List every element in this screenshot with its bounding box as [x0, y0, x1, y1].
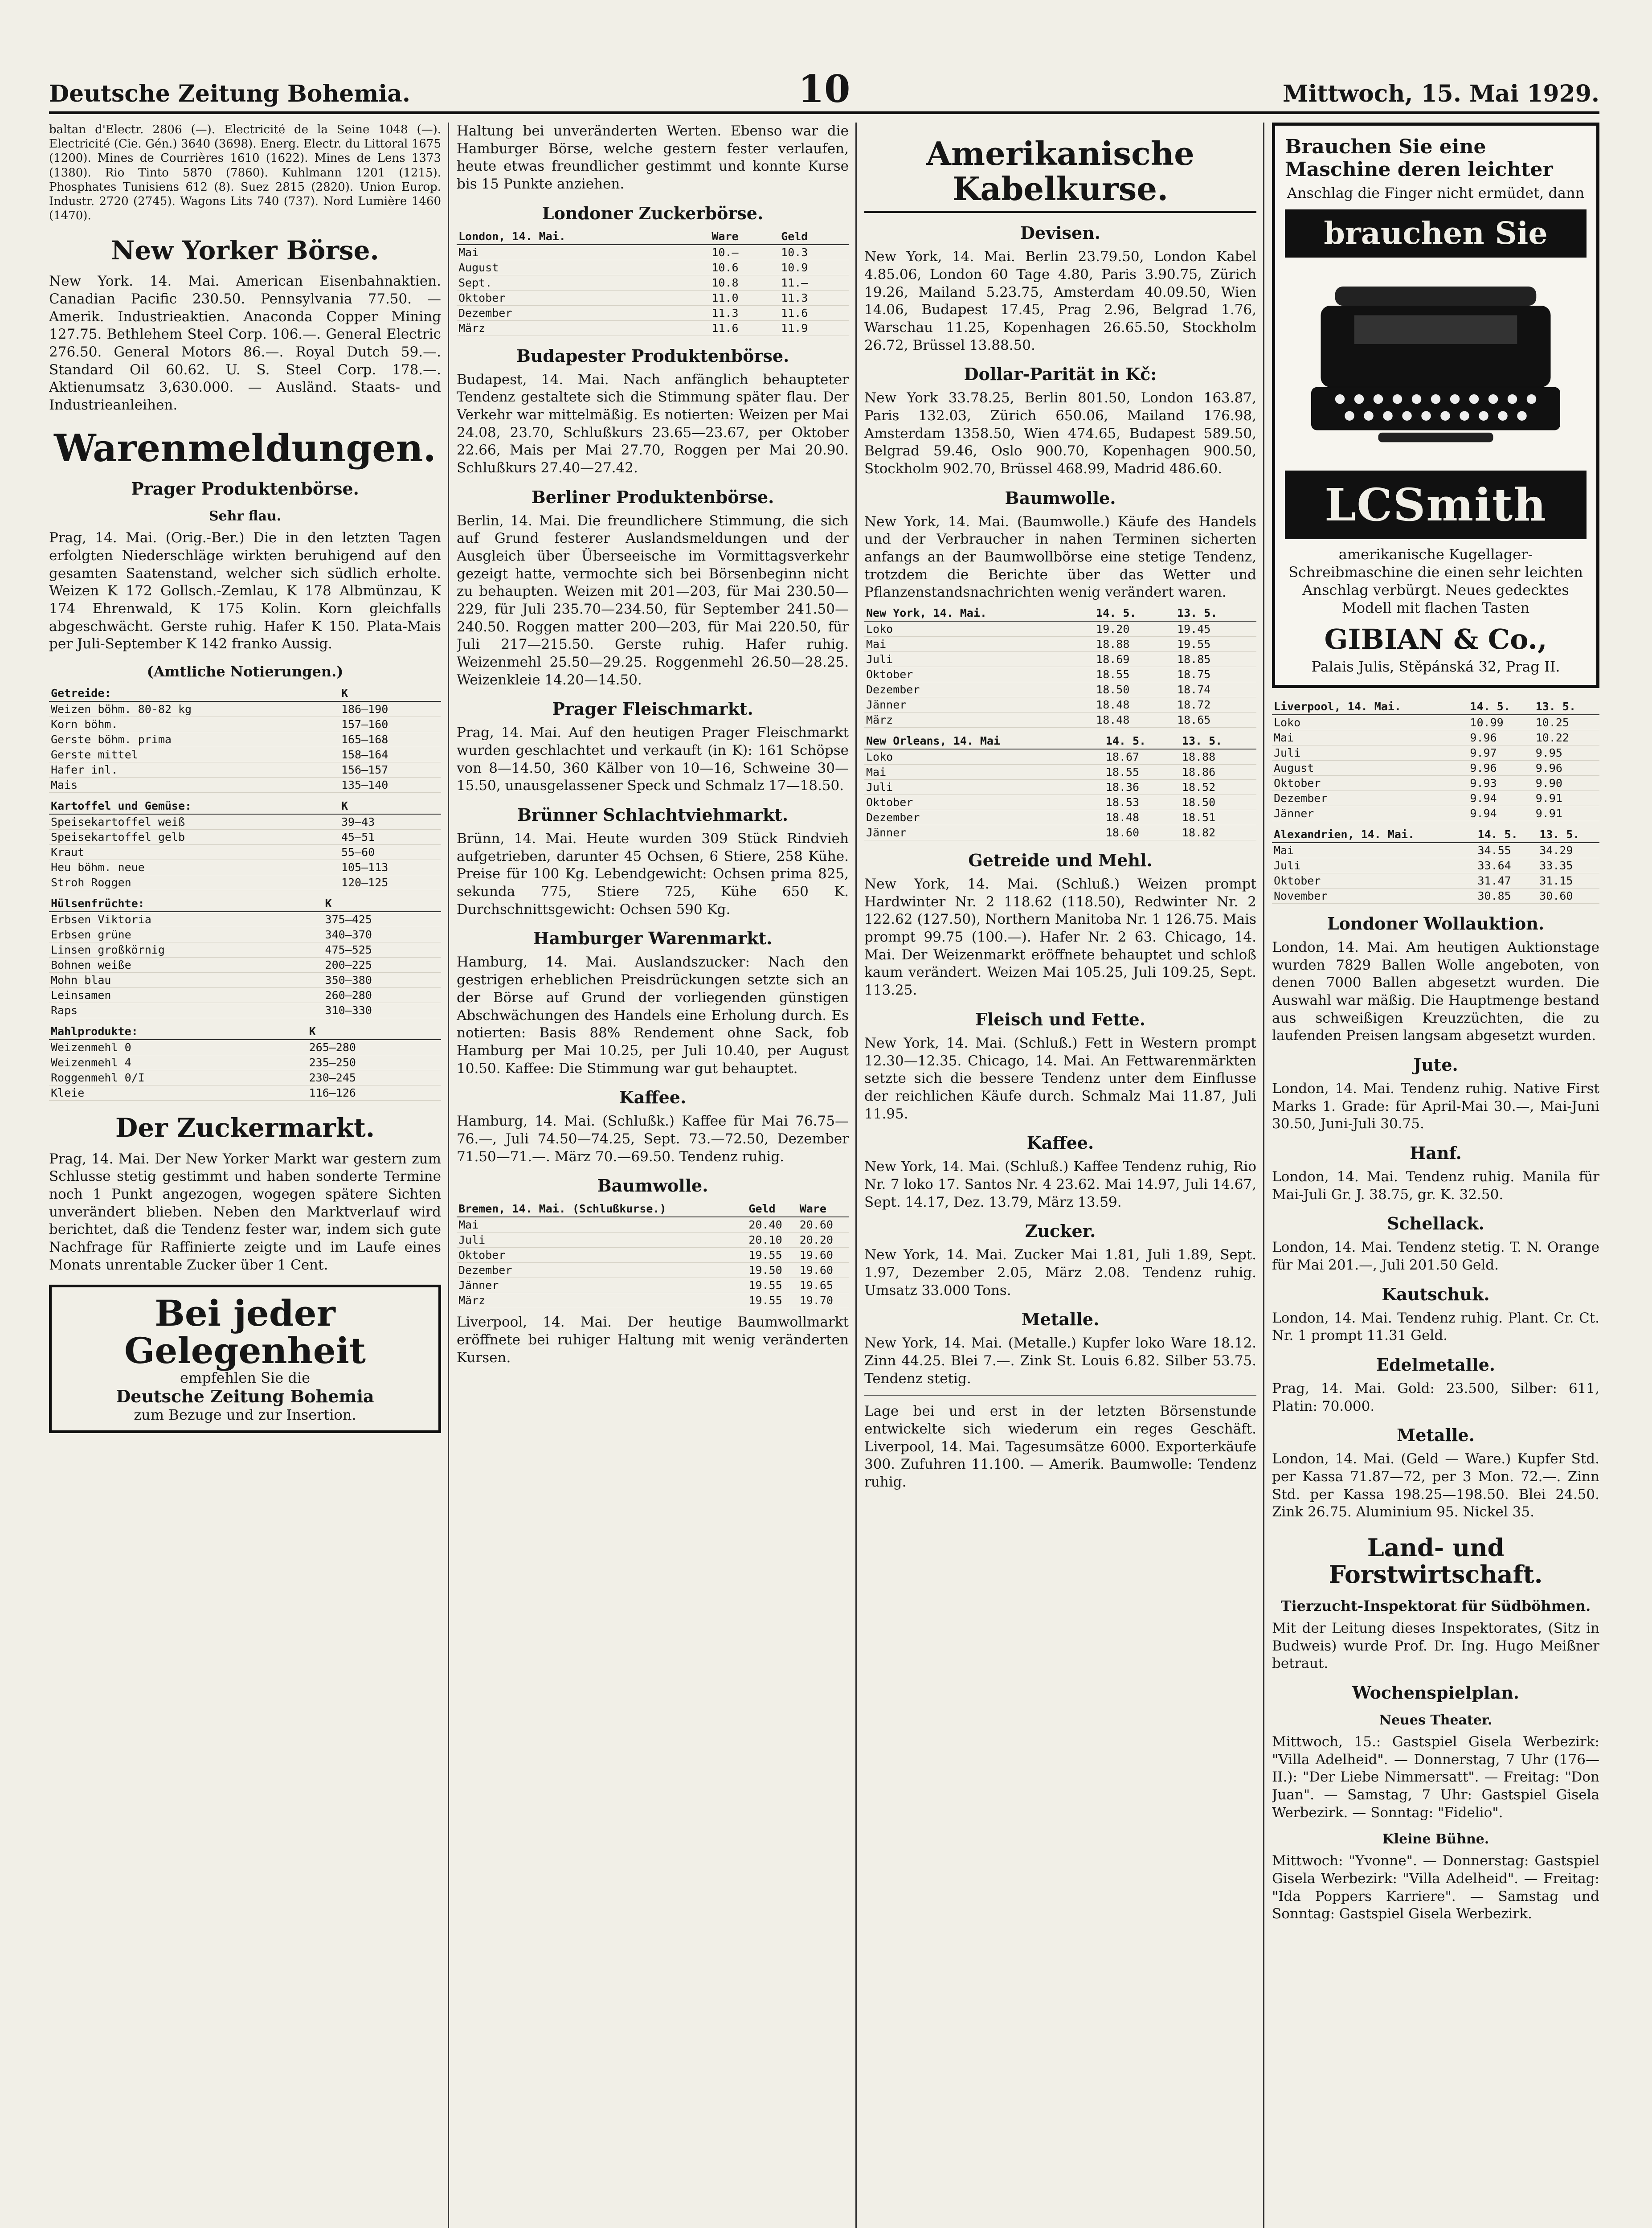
table-header: 14. 5. [1468, 699, 1533, 715]
edelmetalle-heading: Edelmetalle. [1376, 1355, 1495, 1375]
londoner-wollauktion-text: London, 14. Mai. Am heutigen Auktionstage wurden 7829 Ballen Wolle angeboten, von denen 7000 Ballen abgesetzt wurden. Die Auswahl war mäßig. Die Hauptmenge bestand aus schweißigen Kreuzzüchten, die zu laufenden Preisen langsam abgesetzt wurden. [1272, 939, 1599, 1044]
table-row: März 18.48 18.65 [864, 713, 1256, 728]
ad-brand: LCSmith [1285, 471, 1587, 539]
table-row: Mai 9.96 10.22 [1272, 730, 1599, 745]
tierzucht-subheading: Tierzucht-Inspektorat für Südböhmen. [1280, 1597, 1591, 1614]
table-row: August 10.6 10.9 [457, 260, 849, 275]
dollar-paritaet-heading: Dollar-Parität in Kč: [964, 364, 1157, 385]
table-header: Mahlprodukte: [49, 1024, 307, 1040]
column-rule [855, 123, 857, 2228]
fleisch-fette-heading: Fleisch und Fette. [975, 1009, 1146, 1029]
ad-headline: Bei jeder Gelegenheit [124, 1292, 366, 1372]
zucker-text: New York, 14. Mai. Zucker Mai 1.81, Juli 1.89, Sept. 1.97, Dezember 2.05, März 2.08. Tendenz ruhig. Umsatz 33.000 Tons. [864, 1247, 1256, 1298]
table-row: Mai 18.55 18.86 [864, 765, 1256, 780]
warenmeldungen-heading: Warenmeldungen. [54, 426, 436, 470]
column-2 [457, 123, 849, 2228]
table-row: November 30.85 30.60 [1272, 889, 1599, 904]
table-row: Juli 18.69 18.85 [864, 652, 1256, 667]
baumwolle-text: New York, 14. Mai. (Baumwolle.) Käufe des Handels und der Verbraucher in nahen Terminen sicherten anfangs an der Baumwollbörse eine stetige Tendenz, trotzdem die Berichte über das Wetter und Pflanzenstandsnachrichten wenig verändert waren. [864, 513, 1256, 601]
table-header: Alexandrien, 14. Mai. [1272, 827, 1476, 843]
getreide-mehl-heading: Getreide und Mehl. [968, 850, 1153, 871]
budapester-produktenboerse-heading: Budapester Produktenbörse. [516, 345, 789, 366]
table-row: Bohnen weiße 200—225 [49, 957, 441, 972]
liverpool-baumwolle-text: Liverpool, 14. Mai. Der heutige Baumwollmarkt eröffnete bei ruhiger Haltung mit wenig veränderten Kursen. [457, 1314, 849, 1366]
column-rule [1263, 123, 1264, 2228]
table-row: Oktober 19.55 19.60 [457, 1248, 849, 1263]
table-row: Sept. 10.8 11.— [457, 275, 849, 290]
table-row: Weizenmehl 0 265—280 [49, 1040, 441, 1055]
zucker-heading: Zucker. [1025, 1221, 1096, 1241]
hamburger-warenmarkt-heading: Hamburger Warenmarkt. [533, 928, 773, 949]
zuckermarkt-text: Prag, 14. Mai. Der New Yorker Markt war gestern zum Schlusse stetig gestimmt und haben sonderte Termine noch 1 Punkt angezogen, wogegen spätere Sichten unverändert blieben. Neben den Marktverlauf wird berichtet, daß die Tendenz fester war, indem sich gute Nachfrage für Raffinierte zeigte und im Laufe eines Monats unrentable Zucker über 1 Cent. [49, 1151, 441, 1273]
table-row: Gerste mittel 158—164 [49, 747, 441, 762]
table-row: Erbsen Viktoria 375—425 [49, 912, 441, 927]
table-row: Jänner 18.48 18.72 [864, 697, 1256, 713]
table-row: Dezember 18.50 18.74 [864, 682, 1256, 697]
edelmetalle-text: Prag, 14. Mai. Gold: 23.500, Silber: 611, Platin: 70.000. [1272, 1380, 1599, 1414]
table-header: Hülsenfrüchte: [49, 896, 323, 912]
ad-text: empfehlen Sie die [180, 1369, 311, 1387]
metalle-text: London, 14. Mai. (Geld — Ware.) Kupfer Std. per Kassa 71.87—72, per 3 Mon. 72.—. Zinn Std. per Kassa 198.25—198.50. Blei 24.50. Zink 26.75. Aluminium 95. Nickel 35. [1272, 1451, 1599, 1520]
berliner-produktenboerse-heading: Berliner Produktenbörse. [531, 487, 774, 507]
londoner-zucker-table [457, 229, 849, 336]
baumwolle-heading: Baumwolle. [1005, 487, 1116, 508]
table-row: Speisekartoffel gelb 45—51 [49, 829, 441, 844]
table-row: Juli 18.36 18.52 [864, 780, 1256, 795]
table-row: Mai 10.— 10.3 [457, 245, 849, 260]
header-rule [49, 111, 1599, 114]
table-header: 14. 5. [1476, 827, 1538, 843]
kleine-buehne-subheading: Kleine Bühne. [1382, 1831, 1489, 1847]
kaffee-text: New York, 14. Mai. (Schluß.) Kaffee Tendenz ruhig, Rio Nr. 7 loko 17. Santos Nr. 4 23.62. Mai 14.97, Juli 14.67, Sept. 14.17, Dez. 13.79, März 13.59. [864, 1159, 1256, 1210]
kautschuk-text: London, 14. Mai. Tendenz ruhig. Plant. Cr. Ct. Nr. 1 prompt 11.31 Geld. [1272, 1310, 1599, 1344]
table-header: Geld [779, 229, 849, 245]
ad-line: Anschlag die Finger nicht ermüdet, dann [1287, 184, 1585, 201]
metalle-heading: Metalle. [1397, 1425, 1475, 1446]
metalle-heading: Metalle. [1021, 1309, 1100, 1330]
ad-description: amerikanische Kugellager-Schreibmaschine die einen sehr leichten Anschlag verbürgt. Neues gedecktes Modell mit flachen Tasten [1288, 546, 1583, 616]
table-row: Speisekartoffel weiß 39—43 [49, 814, 441, 830]
table-row: Linsen großkörnig 475—525 [49, 942, 441, 957]
table-row: Kleie 116—126 [49, 1085, 441, 1100]
devisen-text: New York, 14. Mai. Berlin 23.79.50, London Kabel 4.85.06, London 60 Tage 4.80, Paris 3.90.75, Zürich 19.26, Mailand 5.23.75, Amsterdam 40.09.50, Wien 14.06, Budapest 17.45, Prag 2.96, Belgrad 1.76, Warschau 11.25, Kopenhagen 26.65.50, Stockholm 26.72, Brüssel 13.88.50. [864, 249, 1256, 353]
table-row: Dezember 11.3 11.6 [457, 305, 849, 320]
table-row: Dezember 19.50 19.60 [457, 1263, 849, 1278]
table-row: Stroh Roggen 120—125 [49, 875, 441, 890]
kaffee-text: Hamburg, 14. Mai. (Schlußk.) Kaffee für Mai 76.75—76.—, Juli 74.50—74.25, Sept. 73.—72.50, Dezember 71.50—71.—. März 70.—69.50. Tendenz ruhig. [457, 1113, 849, 1165]
typewriter-illustration [1285, 267, 1587, 459]
londoner-zuckerboerse-heading: Londoner Zuckerbörse. [542, 203, 764, 223]
new-yorker-boerse-text: New York. 14. Mai. American Eisenbahnaktien. Canadian Pacific 230.50. Pennsylvania 77.50. — Amerik. Industrieaktien. Anaconda Copper Mining 127.75. Bethlehem Steel Corp. 106.—. General Electric 276.50. General Motors 86.—. Royal Dutch 59.—. Standard Oil 60.62. U. S. Steel Corp. 178.—. Aktienumsatz 3,630.000. — Ausländ. Staats- und Industrieanleihen. [49, 273, 441, 414]
table-row: Dezember 18.48 18.51 [864, 810, 1256, 825]
table-row: Weizenmehl 4 235—250 [49, 1055, 441, 1070]
getreide-mehl-text: New York, 14. Mai. (Schluß.) Weizen prompt Hardwinter Nr. 2 118.62 (118.50), Redwinter Nr. 2 122.62 (127.50), Northern Manitoba Nr. 1 126.75. Mais prompt 99.75 (100.—). Hafer Nr. 2 63. Chicago, 14. Mai. Der Weizenmarkt eröffnete behauptet und schloß kaum verändert. Weizen Mai 105.25, Juli 109.25, Sept. 113.25. [864, 876, 1256, 999]
kaffee-heading: Kaffee. [1026, 1133, 1094, 1153]
table-row: Roggenmehl 0/I 230—245 [49, 1070, 441, 1085]
prager-fleischmarkt-heading: Prager Fleischmarkt. [552, 699, 753, 719]
ad-line: Brauchen Sie eine Maschine deren leichter [1285, 135, 1553, 181]
table-header: Liverpool, 14. Mai. [1272, 699, 1468, 715]
berliner-produktenboerse-text: Berlin, 14. Mai. Die freundlichere Stimmung, die sich auf Grund festerer Auslandsmeldungen und der Ausgleich über Überseeische im Vormittagsverkehr gezeigt hatte, vermochte sich bei Börsenbeginn nicht zu behaupten. Weizen mit 201—203, für Mai 230.50—229, für Juli 235.70—234.50, für September 241.50—240.50. Roggen matter 200—203, für Mai 220.50, für Juli 217—215.50. Gerste ruhig. Hafer ruhig. Weizenmehl 25.50—29.25. Roggenmehl 26.50—28.25. Weizenkleie 14.20—14.50. [457, 512, 849, 688]
table-row: August 9.96 9.96 [1272, 761, 1599, 776]
huelsenfruechte-table [49, 896, 441, 1018]
table-row: Oktober 9.93 9.90 [1272, 776, 1599, 791]
mahlprodukte-table [49, 1024, 441, 1101]
table-row: März 19.55 19.70 [457, 1293, 849, 1308]
table-row: Loko 19.20 19.45 [864, 621, 1256, 637]
column-3 [864, 123, 1256, 2228]
table-row: Raps 310—330 [49, 1003, 441, 1018]
market-mood-label: Sehr flau. [209, 508, 282, 524]
typewriter-advertisement [1272, 123, 1599, 688]
fleisch-fette-text: New York, 14. Mai. (Schluß.) Fett in Western prompt 12.30—12.35. Chicago, 14. Mai. An Fettwarenmärkten setzte sich die bessere Tendenz unter dem Einflusse der reichlichen Käufe durch. Schmalz Mai 11.87, Juli 11.95. [864, 1035, 1256, 1122]
table-row: Oktober 11.0 11.3 [457, 290, 849, 305]
table-row: Korn böhm. 157—160 [49, 717, 441, 732]
newspaper-advertisement [49, 1285, 441, 1433]
jute-heading: Jute. [1413, 1055, 1458, 1075]
table-row: Jänner 9.94 9.91 [1272, 806, 1599, 821]
hanf-heading: Hanf. [1410, 1143, 1462, 1163]
column-rule [448, 123, 449, 2228]
boerse-summary-text: Haltung bei unveränderten Werten. Ebenso war die Hamburger Börse, welche gestern fester verlaufen, heute etwas freundlicher gestimmt und konnte Kurse bis 15 Punkte anziehen. [457, 123, 849, 192]
table-row: Oktober 18.53 18.50 [864, 795, 1256, 810]
table-row: Mais 135—140 [49, 777, 441, 792]
devisen-heading: Devisen. [1020, 223, 1101, 243]
prager-produktenboerse-heading: Prager Produktenbörse. [131, 479, 359, 499]
jute-text: London, 14. Mai. Tendenz ruhig. Native First Marks 1. Grade: für April-Mai 30.—, Mai-Juni 30.50, Juni-Juli 30.75. [1272, 1081, 1599, 1132]
table-row: Jänner 18.60 18.82 [864, 825, 1256, 840]
table-header: 14. 5. [1104, 733, 1180, 749]
liverpool-table [1272, 699, 1599, 821]
table-header: Ware [798, 1201, 849, 1217]
table-row: Juli 20.10 20.20 [457, 1233, 849, 1248]
land-forstwirtschaft-heading: Land- und Forstwirtschaft. [1329, 1533, 1543, 1589]
new-york-baumwolle-table [864, 605, 1256, 728]
ad-text: zum Bezuge und zur Insertion. [134, 1406, 356, 1424]
kartoffel-table [49, 798, 441, 890]
table-header: New Orleans, 14. Mai [864, 733, 1104, 749]
kaffee-heading: Kaffee. [619, 1087, 687, 1108]
table-header: K [339, 798, 441, 814]
metalle-text: New York, 14. Mai. (Metalle.) Kupfer loko Ware 18.12. Zinn 44.25. Blei 7.—. Zink St. Louis 6.82. Silber 53.75. Tendenz stetig. [864, 1335, 1256, 1387]
issue-date: Mittwoch, 15. Mai 1929. [1283, 80, 1599, 107]
table-header: New York, 14. Mai. [864, 605, 1094, 621]
page-number: 10 [798, 67, 851, 111]
column-4 [1272, 123, 1599, 2228]
table-header: K [323, 896, 441, 912]
table-header: 13. 5. [1180, 733, 1256, 749]
table-header: Getreide: [49, 685, 339, 701]
getreide-table [49, 685, 441, 793]
table-row: Oktober 18.55 18.75 [864, 667, 1256, 682]
ad-dealer: GIBIAN & Co., [1324, 623, 1547, 655]
prager-produktenboerse-text: Prag, 14. Mai. (Orig.-Ber.) Die in den letzten Tagen erfolgten Niederschläge wirkten beruhigend auf den gesamten Saatenstand, welcher sich südlich erholte. Weizen K 172 Gollsch.-Zemlau, K 178 Albmünzau, K 174 Ehrenwald, K 175 Kolin. Korn gleichfalls abgeschwächt. Gerste ruhig. Hafer K 150. Plata-Mais per Juli-September K 142 franko Aussig. [49, 530, 441, 652]
table-row: Oktober 31.47 31.15 [1272, 873, 1599, 889]
neues-theater-subheading: Neues Theater. [1379, 1712, 1493, 1728]
table-row: Kraut 55—60 [49, 844, 441, 860]
table-header: Kartoffel und Gemüse: [49, 798, 339, 814]
table-row: Mai 20.40 20.60 [457, 1217, 849, 1233]
kabelkurse-heading: Amerikanische Kabelkurse. [864, 136, 1256, 213]
table-header: Bremen, 14. Mai. (Schlußkurse.) [457, 1201, 747, 1217]
schellack-heading: Schellack. [1387, 1213, 1484, 1234]
dollar-paritaet-text: New York 33.78.25, Berlin 801.50, London 163.87, Paris 132.03, Zürich 650.06, Mailand 176.98, Amsterdam 1358.50, Wien 474.65, Budapest 589.50, Belgrad 59.46, Oslo 900.70, Kopenhagen 900.50, Stockholm 902.70, Brüssel 468.99, Madrid 486.60. [864, 390, 1256, 477]
bruenner-schlachtviehmarkt-heading: Brünner Schlachtviehmarkt. [517, 805, 789, 825]
table-row: Erbsen grüne 340—370 [49, 927, 441, 942]
baumwolle-heading: Baumwolle. [597, 1175, 708, 1196]
table-row: Heu böhm. neue 105—113 [49, 860, 441, 875]
kleine-buehne-text: Mittwoch: "Yvonne". — Donnerstag: Gastspiel Gisela Werbezirk: "Villa Adelheid". — Freitag: "Ida Poppers Karriere". — Samstag und Sonntag: Gastspiel Gisela Werbezirk. [1272, 1853, 1599, 1922]
table-row: Hafer inl. 156—157 [49, 762, 441, 777]
table-row: Jänner 19.55 19.65 [457, 1278, 849, 1293]
londoner-wollauktion-heading: Londoner Wollauktion. [1327, 913, 1545, 934]
ad-address: Palais Julis, Stěpánská 32, Prag II. [1311, 658, 1560, 675]
table-header: London, 14. Mai. [457, 229, 710, 245]
paris-quotes-text: baltan d'Electr. 2806 (—). Electricité de la Seine 1048 (—). Electricité (Cie. Gén.) 3640 (3698). Energ. Electr. du Littoral 1675 (1200). Mines de Courrières 1610 (1622). Mines de Lens 1373 (1380). Rio Tinto 5870 (7860). Kuhlmann 1201 (1215). Phosphates Tunisiens 612 (8). Suez 2815 (2820). Union Europ. Industr. 2720 (2745). Wagons Lits 740 (737). Nord Lumière 1460 (1470). [49, 123, 441, 223]
table-header: 13. 5. [1175, 605, 1256, 621]
table-header: K [339, 685, 441, 701]
bremen-baumwolle-table [457, 1201, 849, 1308]
table-header: 13. 5. [1538, 827, 1599, 843]
schellack-text: London, 14. Mai. Tendenz stetig. T. N. Orange für Mai 201.—, Juli 201.50 Geld. [1272, 1239, 1599, 1274]
table-row: Mai 34.55 34.29 [1272, 843, 1599, 858]
table-row: Gerste böhm. prima 165—168 [49, 732, 441, 747]
hamburger-warenmarkt-text: Hamburg, 14. Mai. Auslandszucker: Nach den gestrigen erheblichen Preisdrückungen setzte sich an der Börse auf Grund der vorliegenden günstigen Abschwächungen des Handels eine Erholung durch. Es notierten: Basis 88% Rendement ohne Sack, fob Hamburg per Mai 10.25, per Juli 10.40, per August 10.50. Kaffee: Die Stimmung war gut behauptet. [457, 954, 849, 1077]
zuckermarkt-heading: Der Zuckermarkt. [115, 1112, 375, 1143]
ad-tagline: brauchen Sie [1285, 209, 1587, 258]
masthead-title: Deutsche Zeitung Bohemia. [49, 80, 410, 107]
column-1 [49, 123, 441, 2228]
table-row: Loko 10.99 10.25 [1272, 715, 1599, 730]
liverpool-closing-text: Lage bei und erst in der letzten Börsenstunde entwickelte sich wiederum ein reges Geschäft. Liverpool, 14. Mai. Tagesumsätze 6000. Exporterkäufe 300. Zufuhren 11.100. — Amerik. Baumwolle: Tendenz ruhig. [864, 1403, 1256, 1490]
prager-fleischmarkt-text: Prag, 14. Mai. Auf den heutigen Prager Fleischmarkt wurden geschlachtet und verkauft (in K): 161 Schöpse von 8—14.50, 360 Kälber von 10—16, Schweine 30—15.50, unausgelassener Speck und Schmalz 17—18.50. [457, 725, 849, 794]
kautschuk-heading: Kautschuk. [1382, 1284, 1490, 1304]
tierzucht-text: Mit der Leitung dieses Inspektorates, (Sitz in Budweis) wurde Prof. Dr. Ing. Hugo Meißner betraut. [1272, 1620, 1599, 1672]
table-header: 14. 5. [1094, 605, 1175, 621]
table-row: Juli 9.97 9.95 [1272, 745, 1599, 761]
alexandrien-table [1272, 827, 1599, 904]
bruenner-schlachtviehmarkt-text: Brünn, 14. Mai. Heute wurden 309 Stück Rindvieh aufgetrieben, darunter 45 Ochsen, 6 Stiere, 258 Kühe. Preise für 100 Kg. Lebendgewicht: Ochsen prima 825, sekunda 775, Stiere 725, Kühe 650 K. Durchschnittsgewicht: Ochsen 590 Kg. [457, 831, 849, 917]
table-header: 13. 5. [1534, 699, 1599, 715]
hanf-text: London, 14. Mai. Tendenz ruhig. Manila für Mai-Juli Gr. J. 38.75, gr. K. 32.50. [1272, 1169, 1599, 1203]
new-orleans-baumwolle-table [864, 733, 1256, 840]
table-row: Dezember 9.94 9.91 [1272, 791, 1599, 806]
wochenspielplan-heading: Wochenspielplan. [1352, 1682, 1519, 1703]
table-header: K [307, 1024, 441, 1040]
table-header: Geld [747, 1201, 797, 1217]
table-row: Leinsamen 260—280 [49, 987, 441, 1003]
table-row: März 11.6 11.9 [457, 320, 849, 336]
table-row: Weizen böhm. 80-82 kg 186—190 [49, 701, 441, 717]
table-row: Loko 18.67 18.88 [864, 749, 1256, 765]
table-row: Mai 18.88 19.55 [864, 637, 1256, 652]
table-row: Juli 33.64 33.35 [1272, 858, 1599, 873]
amtliche-notierungen-heading: (Amtliche Notierungen.) [147, 663, 343, 680]
neues-theater-text: Mittwoch, 15.: Gastspiel Gisela Werbezirk: "Villa Adelheid". — Donnerstag, 7 Uhr (176—II.): "Der Liebe Nimmersatt". — Freitag: "Don Juan". — Samstag, 7 Uhr: Gastspiel Gisela Werbezirk. — Sonntag: "Fidelio". [1272, 1733, 1599, 1821]
table-row: Mohn blau 350—380 [49, 972, 441, 987]
table-header: Ware [710, 229, 779, 245]
section-divider [864, 1395, 1256, 1396]
ad-brand: Deutsche Zeitung Bohemia [116, 1386, 374, 1407]
budapester-produktenboerse-text: Budapest, 14. Mai. Nach anfänglich behaupteter Tendenz gestaltete sich die Stimmung später flau. Der Verkehr war mittelmäßig. Es notierten: Weizen per Mai 24.08, 23.70, Schlußkurs 23.65—23.67, per Oktober 22.66, Mais per Mai 27.70, Roggen per Mai 20.90. Schlußkurs 27.40—27.42. [457, 371, 849, 476]
new-yorker-boerse-heading: New Yorker Börse. [111, 235, 379, 266]
